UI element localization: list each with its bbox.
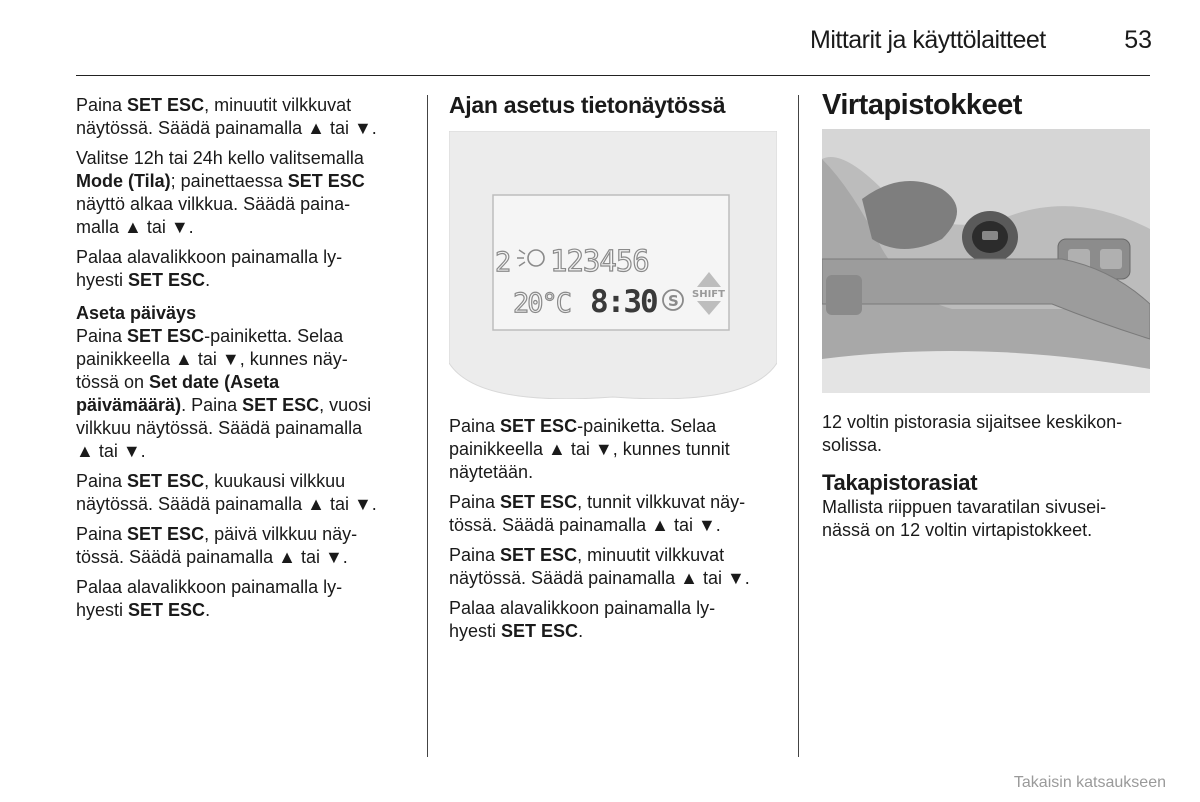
subheading-rear-outlets: Takapistorasiat	[822, 470, 978, 495]
subheading-set-date: Aseta päiväys	[76, 303, 197, 323]
column-left	[76, 94, 416, 629]
paragraph: Paina SET ESC, tunnit vilkkuvat näy- tössä. Säädä painamalla ▲ tai ▼.	[449, 492, 746, 535]
section-heading-time-setting: Ajan asetus tietonäytössä	[449, 92, 726, 118]
switch-button	[1100, 249, 1122, 269]
paragraph: Paina SET ESC-painiketta. Selaa painikkeella ▲ tai ▼, kunnes näy- tössä on Set date (Aseta päivämäärä). Paina SET ESC, vuosi vilkkuu näytössä. Säädä painamalla ▲ tai ▼.	[76, 326, 372, 461]
back-to-contents-link[interactable]: Takaisin katsaukseen	[1013, 774, 1166, 791]
paragraph: Paina SET ESC, minuutit vilkkuvat näytössä. Säädä painamalla ▲ tai ▼.	[449, 545, 750, 588]
column-middle	[449, 94, 784, 650]
lcd-time: 8:30	[590, 284, 657, 320]
column-divider-right	[798, 95, 799, 757]
shift-label: SHIFT	[692, 289, 725, 300]
paragraph: Paina SET ESC, päivä vilkkuu näy- tössä. Säädä painamalla ▲ tai ▼.	[76, 524, 358, 567]
column-right	[822, 89, 1152, 549]
header-divider	[76, 75, 1150, 76]
lcd-temperature: 20°C	[513, 288, 571, 319]
chapter-title: Mittarit ja käyttölaitteet	[810, 26, 1046, 54]
outlet-cap	[982, 231, 998, 240]
paragraph: Palaa alavalikkoon painamalla ly- hyesti SET ESC.	[449, 598, 716, 641]
paragraph: Palaa alavalikkoon painamalla ly- hyesti SET ESC.	[76, 247, 343, 290]
lcd-top-indicator: 2	[495, 247, 512, 278]
page-number: 53	[1124, 26, 1152, 54]
paragraph: Paina SET ESC-painiketta. Selaa painikkeella ▲ tai ▼, kunnes tunnit näytetään.	[449, 416, 730, 482]
handbrake-button	[826, 275, 862, 315]
section-heading-power-outlets: Virtapistokkeet	[822, 89, 1022, 121]
paragraph: 12 voltin pistorasia sijaitsee keskikon- solissa.	[822, 412, 1123, 455]
paragraph: Valitse 12h tai 24h kello valitsemalla Mode (Tila); painettaessa SET ESC näyttö alkaa vilkkua. Säädä paina- malla ▲ tai ▼.	[76, 148, 365, 237]
paragraph: Paina SET ESC, kuukausi vilkkuu näytössä. Säädä painamalla ▲ tai ▼.	[76, 471, 377, 514]
lcd-odometer: 123456	[550, 244, 649, 278]
s-indicator-label: S	[668, 292, 679, 310]
power-outlet-photo	[822, 129, 1150, 393]
paragraph: Paina SET ESC, minuutit vilkkuvat näytössä. Säädä painamalla ▲ tai ▼.	[76, 95, 377, 138]
paragraph: Palaa alavalikkoon painamalla ly- hyesti SET ESC.	[76, 577, 343, 620]
info-display-illustration	[449, 131, 777, 399]
paragraph: Mallista riippuen tavaratilan sivusei- nässä on 12 voltin virtapistokkeet.	[822, 497, 1107, 540]
column-divider-left	[427, 95, 428, 757]
